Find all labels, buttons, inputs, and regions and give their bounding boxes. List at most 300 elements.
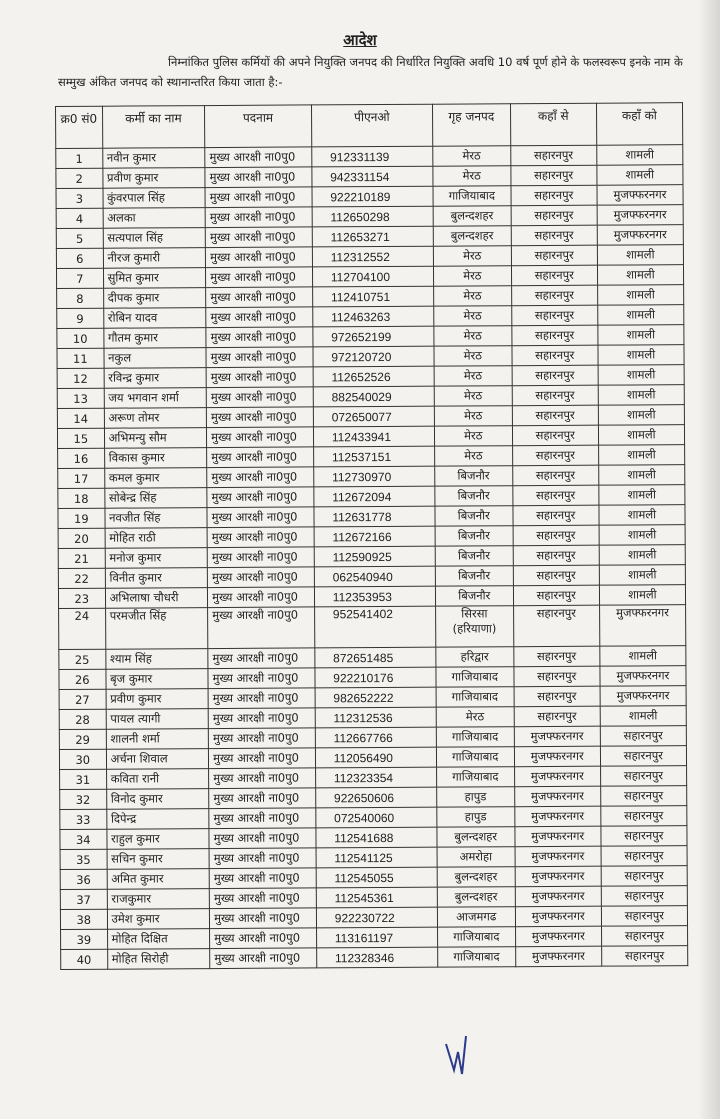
cell-serial-text: 34	[75, 832, 91, 847]
cell-serial-text: 35	[76, 852, 91, 867]
cell-serial	[57, 428, 104, 448]
cell-serial	[60, 869, 107, 889]
cell-pno-text: 922210176	[333, 670, 394, 685]
cell-serial-text: 28	[75, 712, 90, 727]
cell-from-text: सहारनपुर	[536, 507, 576, 523]
cell-from-text: सहारनपुर	[535, 427, 575, 443]
cell-post	[209, 848, 316, 869]
cell-name-text: कुंवरपाल सिंह	[107, 190, 165, 205]
cell-from	[512, 485, 598, 506]
cell-pno	[315, 787, 436, 808]
cell-to	[600, 706, 686, 727]
cell-name	[104, 488, 207, 509]
cell-to	[600, 726, 686, 747]
cell-from-text: मुजफ्फरनगर	[530, 728, 584, 744]
cell-from	[511, 285, 597, 306]
cell-to	[599, 465, 685, 486]
cell-post-text: मुख्य आरक्षी ना0पु0	[213, 770, 300, 786]
cell-post	[207, 567, 314, 588]
cell-home-district-text: मेरठ	[463, 388, 483, 403]
header-serial: क्र0 सं0	[56, 106, 103, 148]
cell-home-district	[436, 667, 514, 687]
cell-post	[207, 427, 314, 448]
cell-name-text: नीरज कुमारी	[107, 250, 161, 265]
cell-name-text: सुमित कुमार	[107, 270, 159, 285]
cell-to-text: शामली	[625, 167, 655, 182]
cell-name-text: राजकुमार	[111, 891, 152, 906]
cell-from-text: मुजफ्फरनगर	[531, 928, 585, 944]
cell-pno-text: 112652526	[331, 369, 391, 384]
cell-to-text: शामली	[627, 527, 657, 542]
cell-pno-text: 112653271	[330, 229, 390, 244]
cell-home-district	[433, 246, 511, 266]
cell-pno	[312, 286, 433, 307]
cell-pno	[312, 266, 433, 287]
cell-post-text: मुख्य आरक्षी ना0पु0	[213, 890, 300, 906]
cell-to-text: शामली	[627, 507, 657, 522]
cell-from	[512, 465, 598, 486]
cell-serial	[56, 168, 103, 188]
cell-serial	[58, 448, 105, 468]
cell-to-text: मुजफ्फरनगर	[615, 605, 669, 620]
cell-serial-text: 31	[75, 772, 91, 787]
cell-pno	[315, 707, 436, 728]
cell-from	[514, 686, 600, 707]
cell-name-text: सोबेन्द्र सिंह	[108, 490, 157, 505]
cell-from-text: सहारनपुर	[534, 327, 575, 343]
cell-pno	[314, 486, 435, 507]
cell-post-text: मुख्य आरक्षी ना0पु0	[210, 349, 297, 365]
cell-serial-text: 36	[76, 872, 91, 887]
cell-pno-text: 112537151	[331, 449, 392, 464]
cell-serial-text: 10	[72, 331, 88, 346]
cell-to-text: सहारनपुर	[624, 828, 664, 843]
cell-from	[514, 706, 600, 727]
cell-name-text: बृज कुमार	[110, 671, 153, 686]
cell-pno-text: 942331154	[330, 169, 390, 184]
cell-pno-text: 113161197	[334, 930, 394, 945]
cell-serial-text: 5	[75, 231, 84, 246]
cell-home-district	[435, 586, 513, 606]
cell-from	[511, 185, 597, 206]
cell-to-text: शामली	[627, 547, 657, 562]
cell-name-text: मोहित दिक्षित	[111, 931, 168, 946]
cell-name-text: श्याम सिंह	[109, 651, 152, 666]
cell-home-district-text: बिजनौर	[457, 468, 490, 483]
cell-pno-text: 112590925	[332, 549, 392, 564]
cell-from	[515, 886, 601, 907]
cell-home-district-text: गाजियाबाद	[452, 769, 499, 784]
cell-name-text: कमल कुमार	[108, 470, 160, 485]
cell-serial-text: 38	[76, 912, 92, 927]
cell-name-text: विनोद कुमार	[110, 791, 163, 806]
cell-from	[514, 766, 600, 787]
cell-post-text: मुख्य आरक्षी ना0पु0	[212, 650, 299, 666]
cell-pno	[315, 667, 436, 688]
cell-name	[104, 408, 207, 429]
cell-home-district	[434, 406, 512, 426]
cell-to-text: मुजफ्फरनगर	[613, 207, 667, 222]
cell-to-text: शामली	[628, 708, 658, 723]
cell-post-text: मुख्य आरक्षी ना0पु0	[212, 730, 299, 746]
cell-from	[511, 245, 597, 266]
cell-name	[104, 388, 207, 409]
cell-home-district-text: बिजनौर	[457, 528, 491, 543]
cell-serial-text: 8	[76, 291, 84, 306]
cell-post-text: मुख्य आरक्षी ना0पु0	[213, 790, 300, 806]
cell-post	[205, 147, 312, 168]
cell-from	[512, 425, 598, 446]
cell-name-text: शालनी शर्मा	[110, 731, 160, 746]
cell-post	[209, 768, 316, 789]
cell-post	[205, 227, 312, 248]
cell-to	[601, 886, 687, 907]
cell-post-text: मुख्य आरक्षी ना0पु0	[211, 569, 298, 585]
cell-to-text: शामली	[626, 307, 655, 322]
cell-pno	[313, 306, 434, 327]
cell-home-district-text: मेरठ	[463, 328, 482, 343]
cell-name	[107, 869, 210, 890]
cell-post-text: मुख्य आरक्षी ना0पु0	[212, 589, 298, 605]
cell-post	[208, 728, 315, 749]
cell-from	[515, 846, 601, 867]
cell-from-text: सहारनपुर	[537, 668, 577, 684]
cell-from-text: सहारनपुर	[535, 387, 575, 403]
cell-from-text: सहारनपुर	[534, 267, 574, 283]
cell-post-text: मुख्य आरक्षी ना0पु0	[210, 289, 297, 305]
cell-home-district-text: हापुड	[464, 809, 487, 824]
cell-pno	[313, 406, 434, 427]
cell-post-text: मुख्य आरक्षी ना0पु0	[209, 149, 296, 165]
cell-from	[511, 225, 597, 246]
cell-post-text: मुख्य आरक्षी ना0पु0	[213, 810, 300, 826]
cell-post	[208, 708, 315, 729]
cell-name-text: नवजीत सिंह	[109, 510, 161, 525]
cell-post	[206, 387, 313, 408]
cell-from-text: सहारनपुर	[536, 648, 577, 664]
cell-home-district-text: मेरठ	[462, 148, 481, 163]
cell-serial-text: 23	[74, 591, 90, 606]
cell-serial-text: 18	[73, 491, 89, 506]
cell-to	[597, 145, 683, 166]
cell-home-district	[433, 286, 511, 306]
cell-pno-text: 912331139	[330, 149, 390, 164]
cell-pno	[312, 146, 433, 167]
cell-serial	[61, 929, 108, 949]
cell-to-text: शामली	[627, 447, 656, 462]
cell-from	[514, 746, 600, 767]
cell-from-text: सहारनपुर	[534, 167, 574, 183]
cell-from-text: मुजफ्फरनगर	[530, 748, 584, 764]
cell-name-text: मोहित सिरोही	[111, 951, 169, 966]
cell-from-text: मुजफ्फरनगर	[531, 908, 585, 924]
cell-home-district-text: गाजियाबाद	[453, 949, 500, 964]
cell-serial-text: 13	[73, 391, 88, 406]
cell-home-district	[436, 647, 514, 667]
cell-home-district	[435, 546, 513, 566]
cell-pno-text: 112672166	[332, 529, 392, 544]
cell-serial-text: 26	[74, 672, 90, 687]
cell-from	[511, 205, 597, 226]
cell-serial-text: 17	[73, 471, 89, 486]
cell-pno	[313, 446, 434, 467]
cell-home-district	[438, 947, 516, 967]
cell-serial-text: 32	[75, 792, 91, 807]
cell-serial-text: 9	[76, 311, 84, 326]
cell-post-text: मुख्य आरक्षी ना0पु0	[211, 469, 298, 485]
cell-from-text: मुजफ्फरनगर	[531, 948, 585, 964]
cell-to	[601, 906, 687, 927]
cell-name	[102, 168, 205, 189]
cell-name	[106, 789, 209, 810]
cell-name	[106, 809, 209, 830]
cell-post	[206, 407, 313, 428]
cell-name	[106, 749, 209, 770]
cell-from	[515, 946, 601, 967]
cell-to-text: सहारनपुर	[623, 788, 664, 803]
cell-serial	[57, 408, 104, 428]
cell-name	[103, 188, 206, 209]
cell-from	[511, 265, 597, 286]
cell-to-text: सहारनपुर	[623, 748, 664, 763]
cell-home-district	[434, 446, 512, 466]
cell-home-district	[436, 727, 514, 747]
cell-post	[208, 668, 315, 689]
cell-from-text: सहारनपुर	[533, 147, 574, 163]
cell-from	[512, 345, 598, 366]
cell-serial	[60, 889, 107, 909]
cell-to	[601, 866, 687, 887]
cell-to	[597, 245, 683, 266]
cell-name-text: अभिलाषा चौधरी	[109, 590, 179, 605]
cell-pno	[316, 867, 437, 888]
cell-home-district-text: मेरठ	[463, 368, 483, 383]
cell-pno-text: 062540940	[332, 569, 393, 584]
cell-post-text: मुख्य आरक्षी ना0पु0	[214, 910, 300, 926]
cell-to	[600, 786, 686, 807]
cell-pno-text: 112463263	[331, 309, 391, 324]
cell-post-text: मुख्य आरक्षी ना0पु0	[213, 830, 300, 846]
cell-from-text: मुजफ्फरनगर	[530, 768, 584, 784]
cell-name	[105, 528, 208, 549]
cell-post-text: मुख्य आरक्षी ना0पु0	[211, 529, 298, 545]
cell-post	[208, 688, 315, 709]
cell-from	[511, 165, 597, 186]
cell-post-text: मुख्य आरक्षी ना0पु0	[209, 169, 296, 185]
cell-pno-text: 972120720	[331, 349, 392, 364]
cell-post	[208, 648, 315, 669]
cell-home-district	[435, 486, 513, 506]
cell-serial	[56, 208, 103, 228]
cell-name	[106, 829, 209, 850]
cell-name-text: राहुल कुमार	[110, 831, 160, 846]
cell-name-text: सत्यपाल सिंह	[107, 230, 164, 245]
cell-serial-text: 6	[75, 251, 84, 266]
cell-name	[104, 368, 207, 389]
cell-from-text: सहारनपुर	[534, 247, 574, 263]
cell-from-text: सहारनपुर	[536, 605, 576, 621]
cell-pno	[314, 586, 435, 607]
cell-from	[513, 545, 599, 566]
cell-from-text: सहारनपुर	[537, 708, 577, 724]
cell-name-text: विनीत कुमार	[109, 570, 162, 585]
cell-serial-text: 33	[75, 812, 91, 827]
cell-name	[107, 889, 210, 910]
cell-serial	[57, 288, 104, 308]
cell-post-text: मुख्य आरक्षी ना0पु0	[212, 710, 299, 726]
cell-to	[599, 485, 685, 506]
cell-pno-text: 922650606	[333, 790, 395, 805]
cell-pno	[316, 907, 437, 928]
cell-home-district-text: बिजनौर	[458, 568, 491, 583]
cell-to-text: शामली	[625, 147, 654, 162]
cell-home-district-text: बुलन्दशहर	[454, 869, 498, 884]
cell-pno	[314, 506, 435, 527]
cell-post	[208, 607, 315, 649]
cell-name-text: प्रवीण कुमार	[110, 691, 162, 706]
cell-post-text: मुख्य आरक्षी ना0पु0	[210, 249, 296, 265]
cell-from	[512, 325, 598, 346]
cell-to	[599, 565, 685, 586]
cell-serial	[57, 388, 104, 408]
cell-to-text: सहारनपुर	[624, 908, 664, 923]
cell-to	[598, 345, 684, 366]
cell-home-district	[434, 426, 512, 446]
cell-home-district-text: अमरोहा	[459, 849, 493, 864]
cell-name	[103, 288, 206, 309]
cell-post-text: मुख्य आरक्षी ना0पु0	[214, 950, 301, 966]
cell-from	[513, 505, 599, 526]
cell-home-district-text: बिजनौर	[458, 588, 491, 603]
cell-home-district-text: मेरठ	[465, 709, 485, 724]
cell-to	[597, 185, 683, 206]
cell-post-text: मुख्य आरक्षी ना0पु0	[209, 189, 296, 205]
cell-from	[512, 385, 598, 406]
cell-post	[205, 167, 312, 188]
cell-pno	[316, 827, 437, 848]
cell-pno	[313, 366, 434, 387]
cell-pno	[315, 767, 436, 788]
cell-to	[600, 666, 686, 687]
cell-post	[206, 347, 313, 368]
cell-home-district	[435, 566, 513, 586]
cell-from	[515, 926, 601, 947]
cell-home-district-text: बुलन्दशहर	[450, 208, 494, 223]
cell-serial	[59, 729, 106, 749]
cell-pno	[312, 166, 433, 187]
cell-home-district-text: हरिद्वार	[460, 649, 489, 664]
cell-from	[514, 726, 600, 747]
cell-name	[107, 849, 210, 870]
cell-post	[207, 527, 314, 548]
cell-post-text: मुख्य आरक्षी ना0पु0	[213, 870, 300, 886]
cell-to	[599, 505, 685, 526]
cell-from	[515, 826, 601, 847]
cell-pno-text: 112545361	[334, 890, 394, 905]
cell-from	[513, 605, 599, 647]
cell-name-text: अमित कुमार	[111, 871, 164, 886]
cell-to	[601, 926, 687, 947]
cell-serial-text: 2	[75, 171, 83, 186]
cell-to-text: शामली	[627, 427, 656, 442]
cell-pno	[316, 807, 437, 828]
cell-name-text: रोबिन यादव	[107, 310, 158, 325]
cell-serial-text: 12	[73, 371, 88, 386]
cell-post-text: मुख्य आरक्षी ना0पु0	[212, 607, 299, 623]
cell-serial	[58, 528, 105, 548]
cell-to-text: शामली	[626, 287, 655, 302]
cell-post-text: मुख्य आरक्षी ना0पु0	[211, 509, 298, 525]
cell-pno	[315, 647, 436, 668]
cell-post	[206, 367, 313, 388]
cell-serial	[56, 248, 103, 268]
cell-from-text: सहारनपुर	[536, 587, 576, 603]
cell-post	[210, 928, 317, 949]
cell-serial	[57, 348, 104, 368]
cell-post-text: मुख्य आरक्षी ना0पु0	[209, 229, 296, 245]
cell-from-text: सहारनपुर	[535, 347, 575, 363]
cell-post	[207, 447, 314, 468]
cell-home-district	[433, 266, 511, 286]
cell-home-district-text: बिजनौर	[457, 548, 491, 563]
cell-name	[104, 448, 207, 469]
cell-serial	[58, 488, 105, 508]
cell-from	[510, 145, 596, 166]
cell-to-text: सहारनपुर	[624, 888, 664, 903]
cell-pno-text: 112541125	[334, 850, 393, 865]
cell-from-text: मुजफ्फरनगर	[531, 888, 585, 904]
cell-home-district-text: गाजियाबाद	[452, 749, 499, 764]
cell-to	[597, 205, 683, 226]
cell-home-district-text: मेरठ	[462, 168, 481, 183]
cell-from-text: सहारनपुर	[537, 688, 577, 704]
cell-pno-text: 112704100	[330, 269, 391, 284]
cell-from	[514, 806, 600, 827]
cell-serial	[56, 188, 103, 208]
cell-home-district	[436, 707, 514, 727]
cell-post	[210, 948, 317, 969]
cell-name	[103, 328, 206, 349]
table-body	[56, 145, 688, 970]
cell-name-text: अभिमन्यु सौम	[108, 430, 167, 445]
cell-home-district-text: बिजनौर	[457, 488, 490, 503]
table-header-row	[56, 103, 683, 149]
cell-pno	[316, 927, 437, 948]
cell-home-district	[437, 847, 515, 867]
cell-home-district-text: मेरठ	[464, 428, 483, 443]
cell-home-district	[437, 887, 515, 907]
cell-from-text: सहारनपुर	[535, 407, 575, 423]
cell-serial	[57, 368, 104, 388]
cell-name	[103, 248, 206, 269]
cell-name-text: पायल त्यागी	[110, 711, 161, 726]
cell-serial	[60, 849, 107, 869]
cell-to	[597, 225, 683, 246]
cell-name-text: दीपक कुमार	[107, 290, 160, 305]
cell-home-district	[433, 166, 511, 186]
cell-name	[102, 148, 205, 169]
cell-serial	[58, 468, 105, 488]
cell-serial	[60, 829, 107, 849]
cell-home-district	[436, 767, 514, 787]
cell-name-text: जय भगवान शर्मा	[108, 390, 179, 405]
cell-pno-text: 112433941	[331, 429, 392, 444]
cell-serial-text: 30	[75, 752, 91, 767]
cell-from	[513, 585, 599, 606]
cell-from-text: सहारनपुर	[534, 227, 574, 243]
cell-name	[104, 428, 207, 449]
cell-from-text: सहारनपुर	[535, 367, 575, 383]
